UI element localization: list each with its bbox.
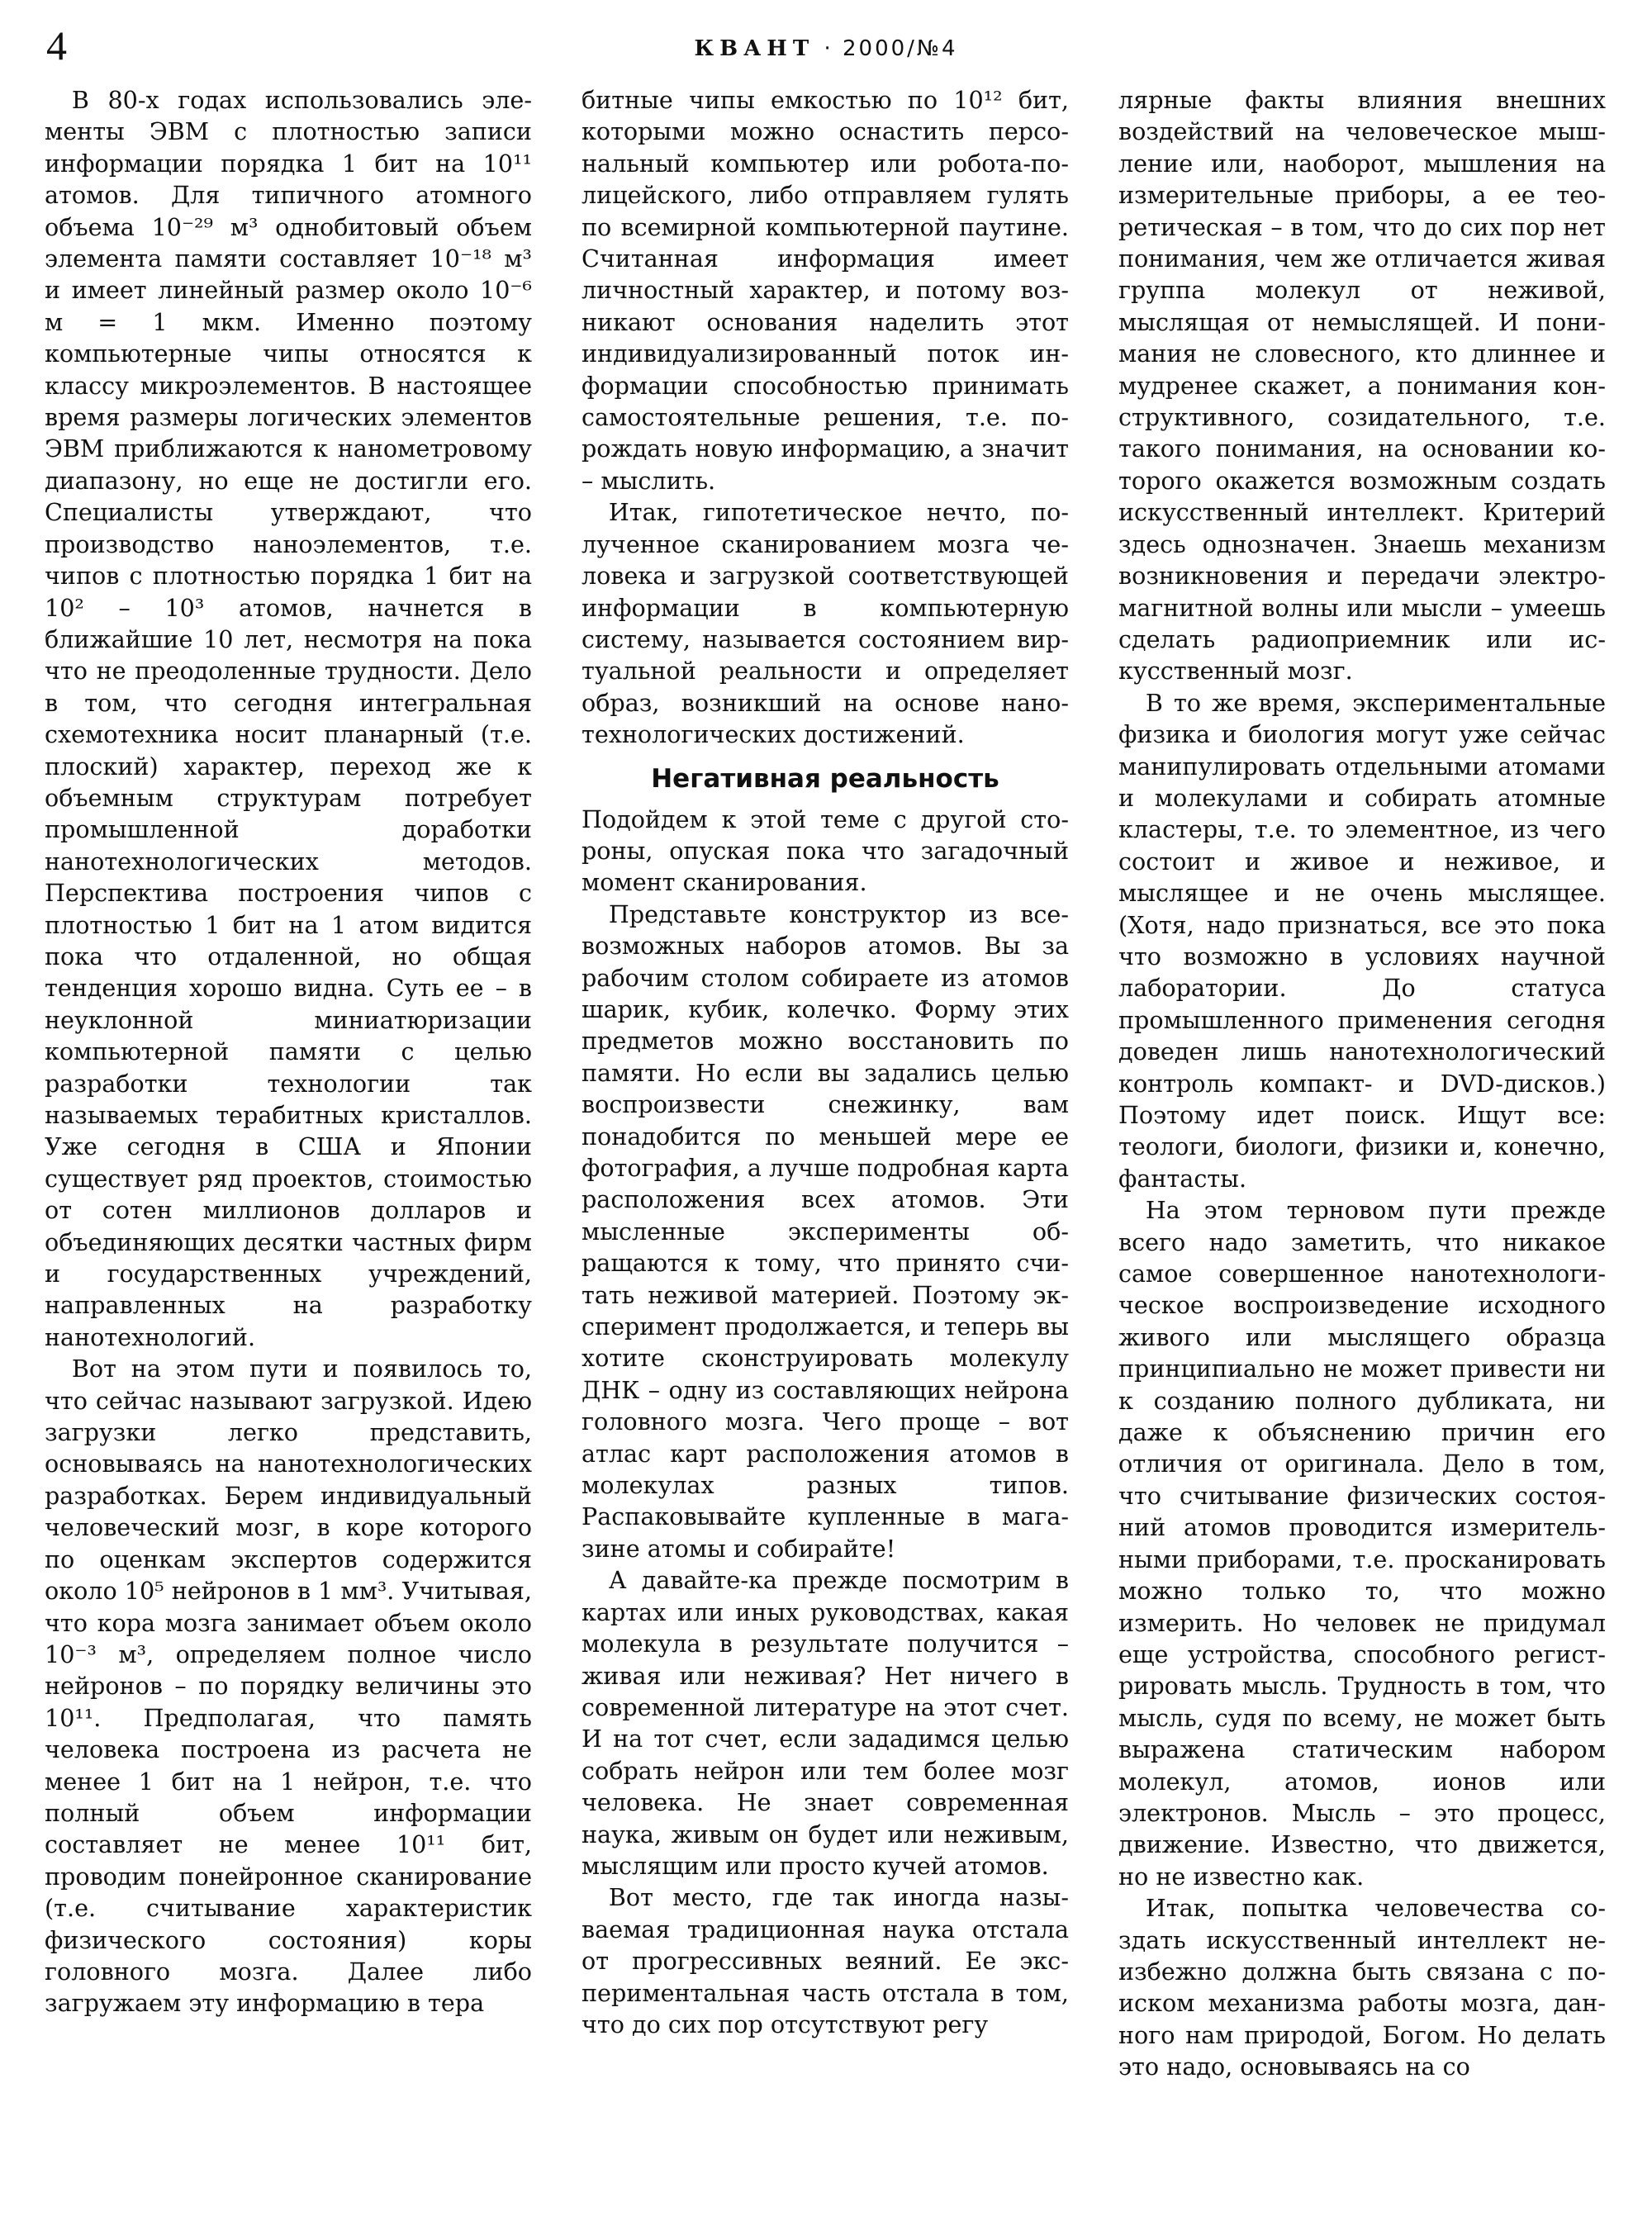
- text-column-left: [45, 84, 532, 2207]
- paragraph: А давайте-ка прежде посмотрим в картах или иных руководствах, какая молекула в результате получится – живая или неживая? Нет ничего в современной литературе на этот счет. И на тот счет, если зададимся целью собрать нейрон или тем более мозг человека. Не знает современная наука, живым он будет или неживым, мыслящим или просто кучей атомов.: [582, 1566, 1069, 1880]
- paragraph: битные чипы емкостью по 10¹² бит, которыми можно оснастить персональный компьютер или робота-полицейского, либо отправляем гулять по всемирной компьютерной паутине. Считанная информация имеет личностный характер, и потому возникают основания наделить этот индивидуализированный поток информации способностью принимать самостоятельные решения, т.е. порождать новую информацию, а значит – мыслить.: [582, 86, 1069, 495]
- issue-number: 2000/№4: [843, 36, 958, 61]
- paragraph: Итак, попытка человечества создать искусственный интеллект неизбежно должна быть связана с поиском механизма работы мозга, данного нам природой, Богом. Но делать это надо, основываясь на со: [1118, 1894, 1606, 2081]
- paragraph: Вот на этом пути и появилось то, что сейчас называют загрузкой. Идею загрузки легко представить, основываясь на нанотехнологических разработках. Берем индивидуальный человеческий мозг, в коре которого по оценкам экспертов содержится около 10⁵ нейронов в 1 мм³. Учитывая, что кора мозга занимает объем около 10⁻³ м³, определяем полное число нейронов – по порядку величины это 10¹¹. Предполагая, что память человека построена из расчета не менее 1 бит на 1 нейрон, т.е. что полный объем информации составляет не менее 10¹¹ бит, проводим понейронное сканирование (т.е. считывание характеристик физического состояния) коры головного мозга. Далее либо загружаем эту информацию в тера: [45, 1355, 532, 2018]
- page-number: 4: [46, 22, 67, 69]
- header-separator: ·: [824, 36, 833, 61]
- paragraph: Итак, гипотетическое нечто, полученное сканированием мозга человека и загрузкой соответствующей информации в компьютерную систему, называется состоянием виртуальной реальности и определяет образ, возникший на основе нанотехнологических достижений.: [582, 498, 1069, 749]
- paragraph: В то же время, экспериментальные физика и биология могут уже сейчас манипулировать отдельными атомами и молекулами и собирать атомные кластеры, т.е. то элементное, из чего состоит и живое и неживое, и мыслящее и не очень мыслящее. (Хотя, надо признаться, все это пока что возможно в условиях научной лаборатории. До статуса промышленного применения сегодня доведен лишь нанотехнологический контроль компакт- и DVD-дисков.) Поэтому идет поиск. Ищут все: теологи, биологи, физики и, конечно, фантасты.: [1118, 688, 1606, 1193]
- running-head: [0, 36, 1652, 61]
- paragraph: Представьте конструктор из всевозможных наборов атомов. Вы за рабочим столом собираете из атомов шарик, кубик, колечко. Форму этих предметов можно восстановить по памяти. Но если вы задались целью воспроизвести снежинку, вам понадобится по меньшей мере ее фотография, а лучше подробная карта расположения всех атомов. Эти мысленные эксперименты обращаются к тому, что принято считать неживой материей. Поэтому эксперимент продолжается, и теперь вы хотите сконструировать молекулу ДНК – одну из составляющих нейрона головного мозга. Чего проще – вот атлас карт расположения атомов в молекулах разных типов. Распаковывайте купленные в магазине атомы и собирайте!: [582, 899, 1069, 1563]
- journal-name: КВАНТ: [694, 36, 815, 61]
- paragraph: Вот место, где так иногда называемая традиционная наука отстала от прогрессивных веяний. Ее экспериментальная часть отстала в том, что до сих пор отсутствуют регу: [582, 1883, 1069, 2038]
- paragraph: На этом терновом пути прежде всего надо заметить, что никакое самое совершенное нанотехнологическое воспроизведение исходного живого или мыслящего образца принципиально не может привести ни к созданию полного дубликата, ни даже к объяснению причин его отличия от оригинала. Дело в том, что считывание физических состояний атомов проводится измерительными приборами, т.е. просканировать можно только то, что можно измерить. Но человек не придумал еще устройства, способного регистрировать мысль. Трудность в том, что мысль, судя по всему, не может быть выражена статическим набором молекул, атомов, ионов или электронов. Мысль – это процесс, движение. Известно, что движется, но не известно как.: [1118, 1196, 1606, 1891]
- paragraph: лярные факты влияния внешних воздействий на человеческое мышление или, наоборот, мышления на измерительные приборы, а ее теоретическая – в том, что до сих пор нет понимания, чем же отличается живая группа молекул от неживой, мыслящая от немыслящей. И понимания не словесного, кто длиннее и мудренее скажет, а понимания конструктивного, созидательного, т.е. такого понимания, на основании которого окажется возможным создать искусственный интеллект. Критерий здесь однозначен. Знаешь механизм возникновения и передачи электромагнитной волны или мысли – умеешь сделать радиоприемник или искусственный мозг.: [1118, 86, 1606, 686]
- paragraph: Подойдем к этой теме с другой стороны, опуская пока что загадочный момент сканирования.: [582, 804, 1069, 897]
- section-heading: Негативная реальность: [651, 763, 999, 794]
- paragraph: В 80-х годах использовались элементы ЭВМ с плотностью записи информации порядка 1 бит на 10¹¹ атомов. Для типичного атомного объема 10⁻²⁹ м³ однобитовый объем элемента памяти составляет 10⁻¹⁸ м³ и имеет линейный размер около 10⁻⁶ м = 1 мкм. Именно поэтому компьютерные чипы относятся к классу микроэлементов. В настоящее время размеры логических элементов ЭВМ приближаются к нанометровому диапазону, но еще не достигли его. Специалисты утверждают, что производство наноэлементов, т.е. чипов с плотностью порядка 1 бит на 10² – 10³ атомов, начнется в ближайшие 10 лет, несмотря на пока что не преодоленные трудности. Дело в том, что сегодня интегральная схемотехника носит планарный (т.е. плоский) характер, переход же к объемным структурам потребует промышленной доработки нанотехнологических методов. Перспектива построения чипов с плотностью 1 бит на 1 атом видится пока что отдаленной, но общая тенденция хорошо видна. Суть ее – в неуклонной миниатюризации компьютерной памяти с целью разработки технологии так называемых терабитных кристаллов. Уже сегодня в США и Японии существует ряд проектов, стоимостью от сотен миллионов долларов и объединяющих десятки частных фирм и государственных учреждений, направленных на разработку нанотехнологий.: [45, 86, 532, 1351]
- article-body: [45, 84, 1606, 2207]
- text-column-right: [1118, 84, 1606, 2207]
- text-column-middle: [582, 84, 1069, 2207]
